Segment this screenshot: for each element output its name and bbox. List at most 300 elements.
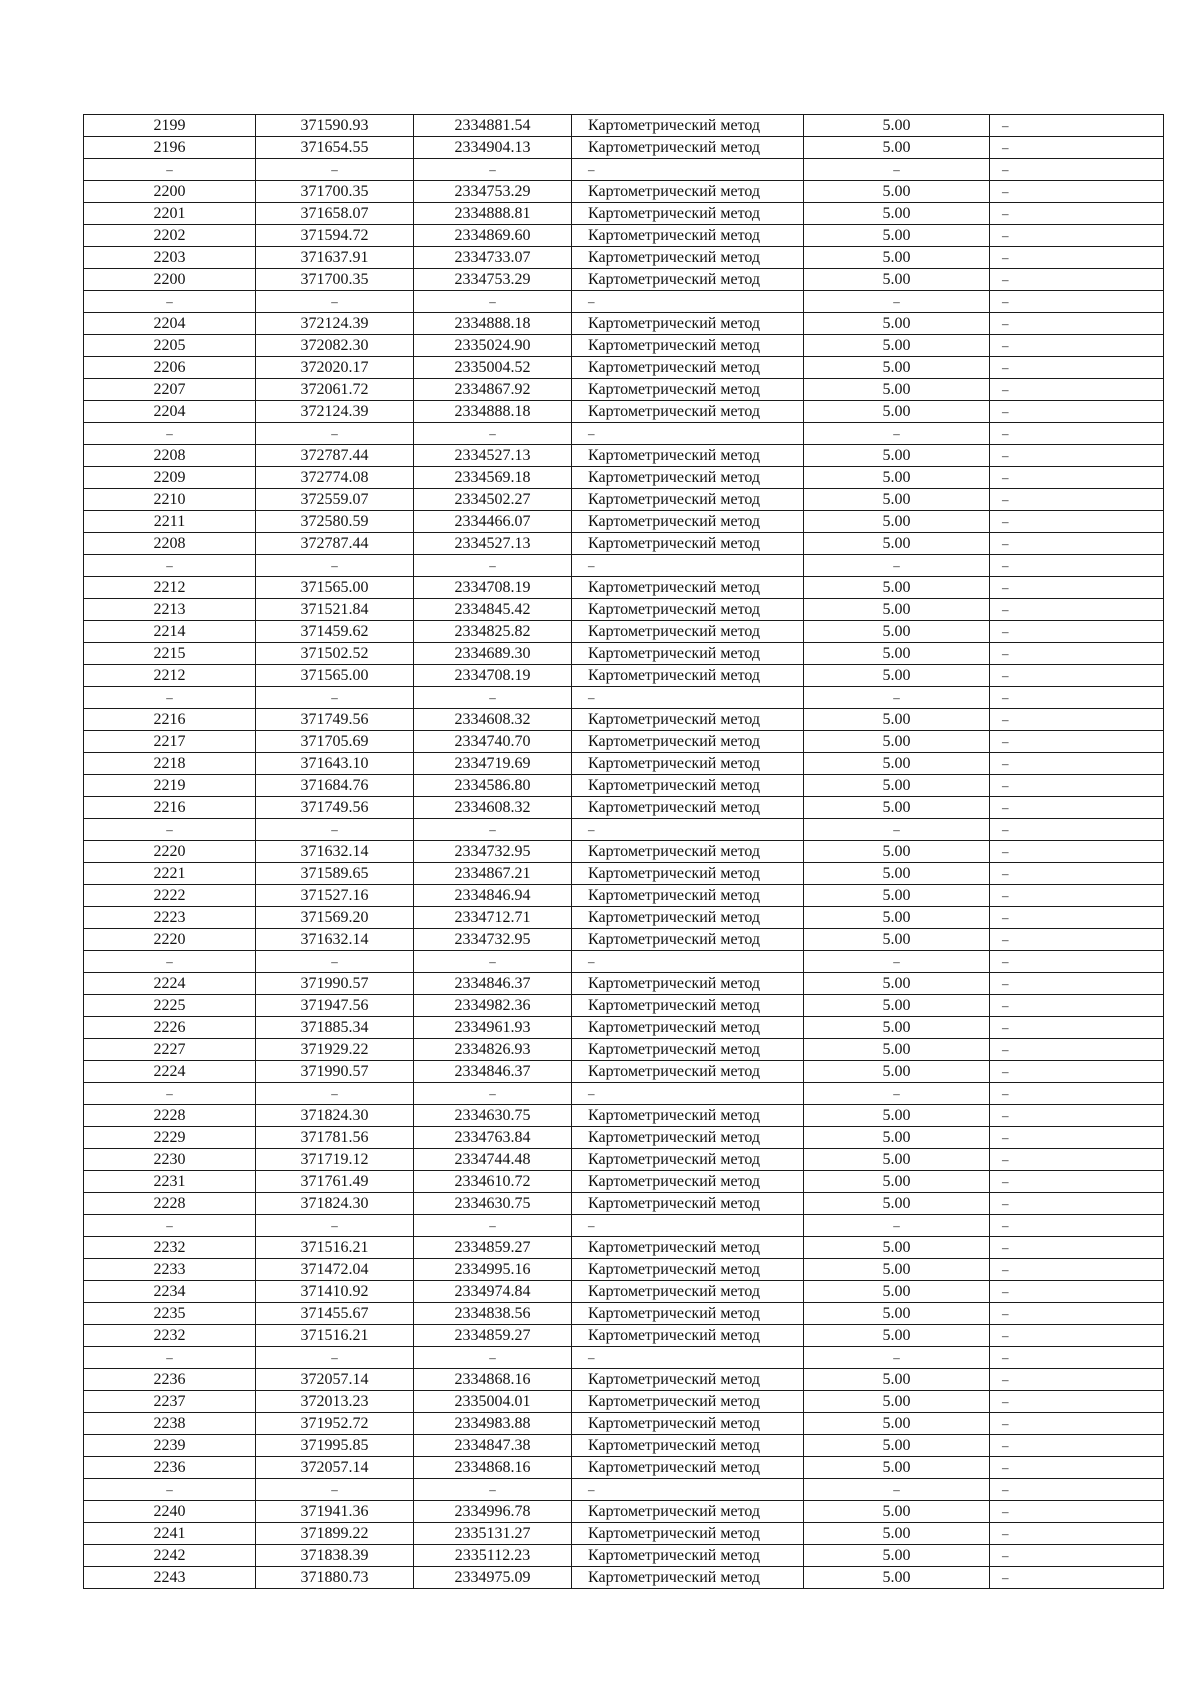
accuracy-cell: 5.00 [804,115,990,137]
method-cell: Картометрический метод [572,1303,804,1325]
accuracy-cell: 5.00 [804,1457,990,1479]
point-number-cell: 2232 [84,1237,256,1259]
accuracy-cell: 5.00 [804,1061,990,1083]
method-cell: Картометрический метод [572,973,804,995]
accuracy-cell: 5.00 [804,907,990,929]
x-coordinate-cell: 371516.21 [256,1237,414,1259]
table-row [84,335,1164,357]
method-cell: – [572,291,804,313]
x-coordinate-cell: 371947.56 [256,995,414,1017]
accuracy-cell: 5.00 [804,709,990,731]
x-coordinate-cell: 372559.07 [256,489,414,511]
y-coordinate-cell: 2334961.93 [414,1017,572,1039]
table-row [84,995,1164,1017]
coordinates-sheet [83,114,1163,1589]
accuracy-cell: 5.00 [804,731,990,753]
x-coordinate-cell: 371516.21 [256,1325,414,1347]
note-cell: – [990,1171,1164,1193]
y-coordinate-cell: 2334846.94 [414,885,572,907]
x-coordinate-cell: 371455.67 [256,1303,414,1325]
x-coordinate-cell: 371885.34 [256,1017,414,1039]
method-cell: Картометрический метод [572,643,804,665]
accuracy-cell: 5.00 [804,863,990,885]
accuracy-cell: – [804,555,990,577]
point-number-cell: 2199 [84,115,256,137]
note-cell: – [990,1545,1164,1567]
table-row [84,863,1164,885]
table-row [84,203,1164,225]
y-coordinate-cell: 2334881.54 [414,115,572,137]
note-cell: – [990,665,1164,687]
note-cell: – [990,181,1164,203]
table-row [84,885,1164,907]
x-coordinate-cell: 371990.57 [256,1061,414,1083]
point-number-cell: – [84,423,256,445]
point-number-cell: 2230 [84,1149,256,1171]
point-number-cell: 2214 [84,621,256,643]
point-number-cell: 2238 [84,1413,256,1435]
table-row [84,115,1164,137]
x-coordinate-cell: 371719.12 [256,1149,414,1171]
method-cell: Картометрический метод [572,599,804,621]
point-number-cell: 2240 [84,1501,256,1523]
point-number-cell: – [84,1479,256,1501]
y-coordinate-cell: 2334846.37 [414,1061,572,1083]
table-row [84,137,1164,159]
accuracy-cell: 5.00 [804,621,990,643]
method-cell: – [572,423,804,445]
accuracy-cell: 5.00 [804,1149,990,1171]
accuracy-cell: 5.00 [804,1127,990,1149]
y-coordinate-cell: 2334845.42 [414,599,572,621]
method-cell: Картометрический метод [572,709,804,731]
point-number-cell: – [84,951,256,973]
table-row [84,291,1164,313]
y-coordinate-cell: 2334763.84 [414,1127,572,1149]
method-cell: Картометрический метод [572,269,804,291]
x-coordinate-cell: 371410.92 [256,1281,414,1303]
table-row [84,1457,1164,1479]
method-cell: Картометрический метод [572,797,804,819]
method-cell: Картометрический метод [572,995,804,1017]
table-row [84,731,1164,753]
note-cell: – [990,203,1164,225]
table-row [84,775,1164,797]
point-number-cell: – [84,555,256,577]
note-cell: – [990,577,1164,599]
accuracy-cell: 5.00 [804,643,990,665]
table-row [84,1083,1164,1105]
x-coordinate-cell: 371700.35 [256,181,414,203]
x-coordinate-cell: 371654.55 [256,137,414,159]
point-number-cell: 2228 [84,1193,256,1215]
note-cell: – [990,1215,1164,1237]
table-row [84,1435,1164,1457]
note-cell: – [990,511,1164,533]
accuracy-cell: 5.00 [804,137,990,159]
point-number-cell: 2235 [84,1303,256,1325]
table-row [84,1105,1164,1127]
y-coordinate-cell: 2334608.32 [414,797,572,819]
x-coordinate-cell: – [256,687,414,709]
method-cell: Картометрический метод [572,489,804,511]
x-coordinate-cell: 372124.39 [256,401,414,423]
accuracy-cell: 5.00 [804,247,990,269]
x-coordinate-cell: 371929.22 [256,1039,414,1061]
y-coordinate-cell: 2334847.38 [414,1435,572,1457]
x-coordinate-cell: 372787.44 [256,533,414,555]
y-coordinate-cell: 2334888.81 [414,203,572,225]
y-coordinate-cell: – [414,1083,572,1105]
y-coordinate-cell: 2334974.84 [414,1281,572,1303]
accuracy-cell: 5.00 [804,1017,990,1039]
method-cell: Картометрический метод [572,335,804,357]
y-coordinate-cell: 2334608.32 [414,709,572,731]
y-coordinate-cell: 2334502.27 [414,489,572,511]
note-cell: – [990,1259,1164,1281]
note-cell: – [990,533,1164,555]
table-row [84,159,1164,181]
point-number-cell: 2224 [84,973,256,995]
y-coordinate-cell: 2334825.82 [414,621,572,643]
accuracy-cell: – [804,1215,990,1237]
accuracy-cell: 5.00 [804,753,990,775]
accuracy-cell: 5.00 [804,533,990,555]
table-row [84,533,1164,555]
table-row [84,1545,1164,1567]
x-coordinate-cell: 371781.56 [256,1127,414,1149]
point-number-cell: 2220 [84,841,256,863]
table-row [84,621,1164,643]
accuracy-cell: 5.00 [804,797,990,819]
point-number-cell: 2206 [84,357,256,379]
table-row [84,357,1164,379]
method-cell: Картометрический метод [572,313,804,335]
y-coordinate-cell: 2334996.78 [414,1501,572,1523]
x-coordinate-cell: 371990.57 [256,973,414,995]
y-coordinate-cell: 2334983.88 [414,1413,572,1435]
method-cell: Картометрический метод [572,357,804,379]
point-number-cell: 2213 [84,599,256,621]
method-cell: Картометрический метод [572,137,804,159]
table-row [84,709,1164,731]
y-coordinate-cell: 2334982.36 [414,995,572,1017]
method-cell: Картометрический метод [572,1369,804,1391]
y-coordinate-cell: 2334527.13 [414,445,572,467]
x-coordinate-cell: 371565.00 [256,665,414,687]
table-row [84,973,1164,995]
x-coordinate-cell: 371569.20 [256,907,414,929]
point-number-cell: 2204 [84,313,256,335]
method-cell: Картометрический метод [572,203,804,225]
point-number-cell: 2219 [84,775,256,797]
x-coordinate-cell: 371565.00 [256,577,414,599]
y-coordinate-cell: 2334689.30 [414,643,572,665]
table-row [84,225,1164,247]
point-number-cell: 2223 [84,907,256,929]
x-coordinate-cell: – [256,1347,414,1369]
y-coordinate-cell: 2334732.95 [414,841,572,863]
method-cell: Картометрический метод [572,379,804,401]
x-coordinate-cell: 371749.56 [256,709,414,731]
accuracy-cell: 5.00 [804,841,990,863]
method-cell: Картометрический метод [572,1567,804,1589]
x-coordinate-cell: 372580.59 [256,511,414,533]
x-coordinate-cell: – [256,159,414,181]
table-row [84,1391,1164,1413]
y-coordinate-cell: 2334630.75 [414,1105,572,1127]
method-cell: Картометрический метод [572,665,804,687]
y-coordinate-cell: 2334569.18 [414,467,572,489]
note-cell: – [990,137,1164,159]
table-row [84,423,1164,445]
accuracy-cell: 5.00 [804,1435,990,1457]
table-row [84,753,1164,775]
y-coordinate-cell: 2334732.95 [414,929,572,951]
y-coordinate-cell: 2334867.21 [414,863,572,885]
accuracy-cell: 5.00 [804,1325,990,1347]
accuracy-cell: 5.00 [804,929,990,951]
table-row [84,1039,1164,1061]
table-row [84,577,1164,599]
method-cell: Картометрический метод [572,731,804,753]
y-coordinate-cell: – [414,819,572,841]
accuracy-cell: 5.00 [804,1193,990,1215]
x-coordinate-cell: 371824.30 [256,1193,414,1215]
method-cell: – [572,819,804,841]
y-coordinate-cell: 2334630.75 [414,1193,572,1215]
y-coordinate-cell: 2334868.16 [414,1369,572,1391]
y-coordinate-cell: 2334744.48 [414,1149,572,1171]
note-cell: – [990,1325,1164,1347]
point-number-cell: 2212 [84,577,256,599]
point-number-cell: 2227 [84,1039,256,1061]
method-cell: Картометрический метод [572,1237,804,1259]
note-cell: – [990,1237,1164,1259]
y-coordinate-cell: – [414,423,572,445]
y-coordinate-cell: 2334753.29 [414,181,572,203]
x-coordinate-cell: 371838.39 [256,1545,414,1567]
accuracy-cell: – [804,1083,990,1105]
x-coordinate-cell: – [256,423,414,445]
note-cell: – [990,159,1164,181]
x-coordinate-cell: 372057.14 [256,1457,414,1479]
point-number-cell: 2242 [84,1545,256,1567]
note-cell: – [990,1281,1164,1303]
y-coordinate-cell: 2334708.19 [414,665,572,687]
point-number-cell: 2226 [84,1017,256,1039]
method-cell: – [572,1347,804,1369]
note-cell: – [990,1391,1164,1413]
table-row [84,929,1164,951]
point-number-cell: – [84,819,256,841]
note-cell: – [990,1435,1164,1457]
method-cell: Картометрический метод [572,401,804,423]
point-number-cell: 2211 [84,511,256,533]
accuracy-cell: 5.00 [804,1171,990,1193]
accuracy-cell: 5.00 [804,1105,990,1127]
method-cell: Картометрический метод [572,1523,804,1545]
method-cell: – [572,1215,804,1237]
method-cell: – [572,687,804,709]
note-cell: – [990,1501,1164,1523]
table-row [84,907,1164,929]
method-cell: Картометрический метод [572,1127,804,1149]
accuracy-cell: 5.00 [804,1413,990,1435]
table-row [84,1171,1164,1193]
x-coordinate-cell: 371880.73 [256,1567,414,1589]
y-coordinate-cell: 2334869.60 [414,225,572,247]
note-cell: – [990,269,1164,291]
y-coordinate-cell: 2334826.93 [414,1039,572,1061]
point-number-cell: 2237 [84,1391,256,1413]
note-cell: – [990,599,1164,621]
table-row [84,1567,1164,1589]
method-cell: Картометрический метод [572,1391,804,1413]
point-number-cell: 2203 [84,247,256,269]
accuracy-cell: 5.00 [804,445,990,467]
table-row [84,1281,1164,1303]
y-coordinate-cell: – [414,1347,572,1369]
x-coordinate-cell: – [256,1083,414,1105]
accuracy-cell: 5.00 [804,401,990,423]
method-cell: – [572,951,804,973]
method-cell: Картометрический метод [572,1501,804,1523]
table-row [84,687,1164,709]
table-row [84,1193,1164,1215]
point-number-cell: 2236 [84,1457,256,1479]
point-number-cell: 2228 [84,1105,256,1127]
point-number-cell: 2220 [84,929,256,951]
accuracy-cell: 5.00 [804,1501,990,1523]
y-coordinate-cell: 2334708.19 [414,577,572,599]
accuracy-cell: 5.00 [804,1391,990,1413]
note-cell: – [990,1083,1164,1105]
table-row [84,643,1164,665]
note-cell: – [990,929,1164,951]
table-row [84,511,1164,533]
accuracy-cell: 5.00 [804,577,990,599]
y-coordinate-cell: 2335112.23 [414,1545,572,1567]
method-cell: Картометрический метод [572,863,804,885]
note-cell: – [990,643,1164,665]
accuracy-cell: – [804,159,990,181]
point-number-cell: 2217 [84,731,256,753]
note-cell: – [990,1457,1164,1479]
note-cell: – [990,1369,1164,1391]
x-coordinate-cell: – [256,291,414,313]
point-number-cell: 2233 [84,1259,256,1281]
method-cell: – [572,1083,804,1105]
point-number-cell: – [84,1215,256,1237]
x-coordinate-cell: – [256,1215,414,1237]
accuracy-cell: 5.00 [804,665,990,687]
x-coordinate-cell: 372082.30 [256,335,414,357]
x-coordinate-cell: 371527.16 [256,885,414,907]
point-number-cell: 2202 [84,225,256,247]
point-number-cell: 2210 [84,489,256,511]
y-coordinate-cell: 2334868.16 [414,1457,572,1479]
x-coordinate-cell: 371658.07 [256,203,414,225]
point-number-cell: 2196 [84,137,256,159]
accuracy-cell: 5.00 [804,489,990,511]
coordinates-table-body [84,115,1164,1589]
y-coordinate-cell: 2334904.13 [414,137,572,159]
point-number-cell: 2215 [84,643,256,665]
method-cell: – [572,555,804,577]
point-number-cell: 2200 [84,181,256,203]
x-coordinate-cell: 371700.35 [256,269,414,291]
y-coordinate-cell: 2334753.29 [414,269,572,291]
method-cell: Картометрический метод [572,1325,804,1347]
point-number-cell: 2236 [84,1369,256,1391]
x-coordinate-cell: 372124.39 [256,313,414,335]
note-cell: – [990,841,1164,863]
coordinates-table [83,114,1164,1589]
y-coordinate-cell: 2334466.07 [414,511,572,533]
point-number-cell: – [84,291,256,313]
point-number-cell: 2234 [84,1281,256,1303]
accuracy-cell: 5.00 [804,973,990,995]
x-coordinate-cell: 371952.72 [256,1413,414,1435]
x-coordinate-cell: 371521.84 [256,599,414,621]
y-coordinate-cell: 2335024.90 [414,335,572,357]
method-cell: Картометрический метод [572,577,804,599]
accuracy-cell: 5.00 [804,357,990,379]
note-cell: – [990,907,1164,929]
note-cell: – [990,1193,1164,1215]
y-coordinate-cell: 2334975.09 [414,1567,572,1589]
point-number-cell: 2212 [84,665,256,687]
table-row [84,1237,1164,1259]
table-row [84,599,1164,621]
note-cell: – [990,379,1164,401]
note-cell: – [990,951,1164,973]
x-coordinate-cell: 371632.14 [256,841,414,863]
y-coordinate-cell: 2335131.27 [414,1523,572,1545]
method-cell: Картометрический метод [572,115,804,137]
accuracy-cell: – [804,951,990,973]
point-number-cell: 2243 [84,1567,256,1589]
point-number-cell: 2208 [84,533,256,555]
point-number-cell: 2222 [84,885,256,907]
method-cell: Картометрический метод [572,1545,804,1567]
x-coordinate-cell: 371502.52 [256,643,414,665]
table-row [84,489,1164,511]
note-cell: – [990,1523,1164,1545]
table-row [84,1501,1164,1523]
note-cell: – [990,115,1164,137]
note-cell: – [990,445,1164,467]
note-cell: – [990,247,1164,269]
table-row [84,247,1164,269]
point-number-cell: 2216 [84,709,256,731]
y-coordinate-cell: 2334719.69 [414,753,572,775]
method-cell: Картометрический метод [572,1259,804,1281]
x-coordinate-cell: 371684.76 [256,775,414,797]
point-number-cell: 2241 [84,1523,256,1545]
method-cell: Картометрический метод [572,247,804,269]
table-row [84,555,1164,577]
accuracy-cell: 5.00 [804,181,990,203]
y-coordinate-cell: – [414,1479,572,1501]
x-coordinate-cell: 371705.69 [256,731,414,753]
method-cell: – [572,1479,804,1501]
point-number-cell: 2207 [84,379,256,401]
accuracy-cell: – [804,819,990,841]
note-cell: – [990,423,1164,445]
table-row [84,1479,1164,1501]
